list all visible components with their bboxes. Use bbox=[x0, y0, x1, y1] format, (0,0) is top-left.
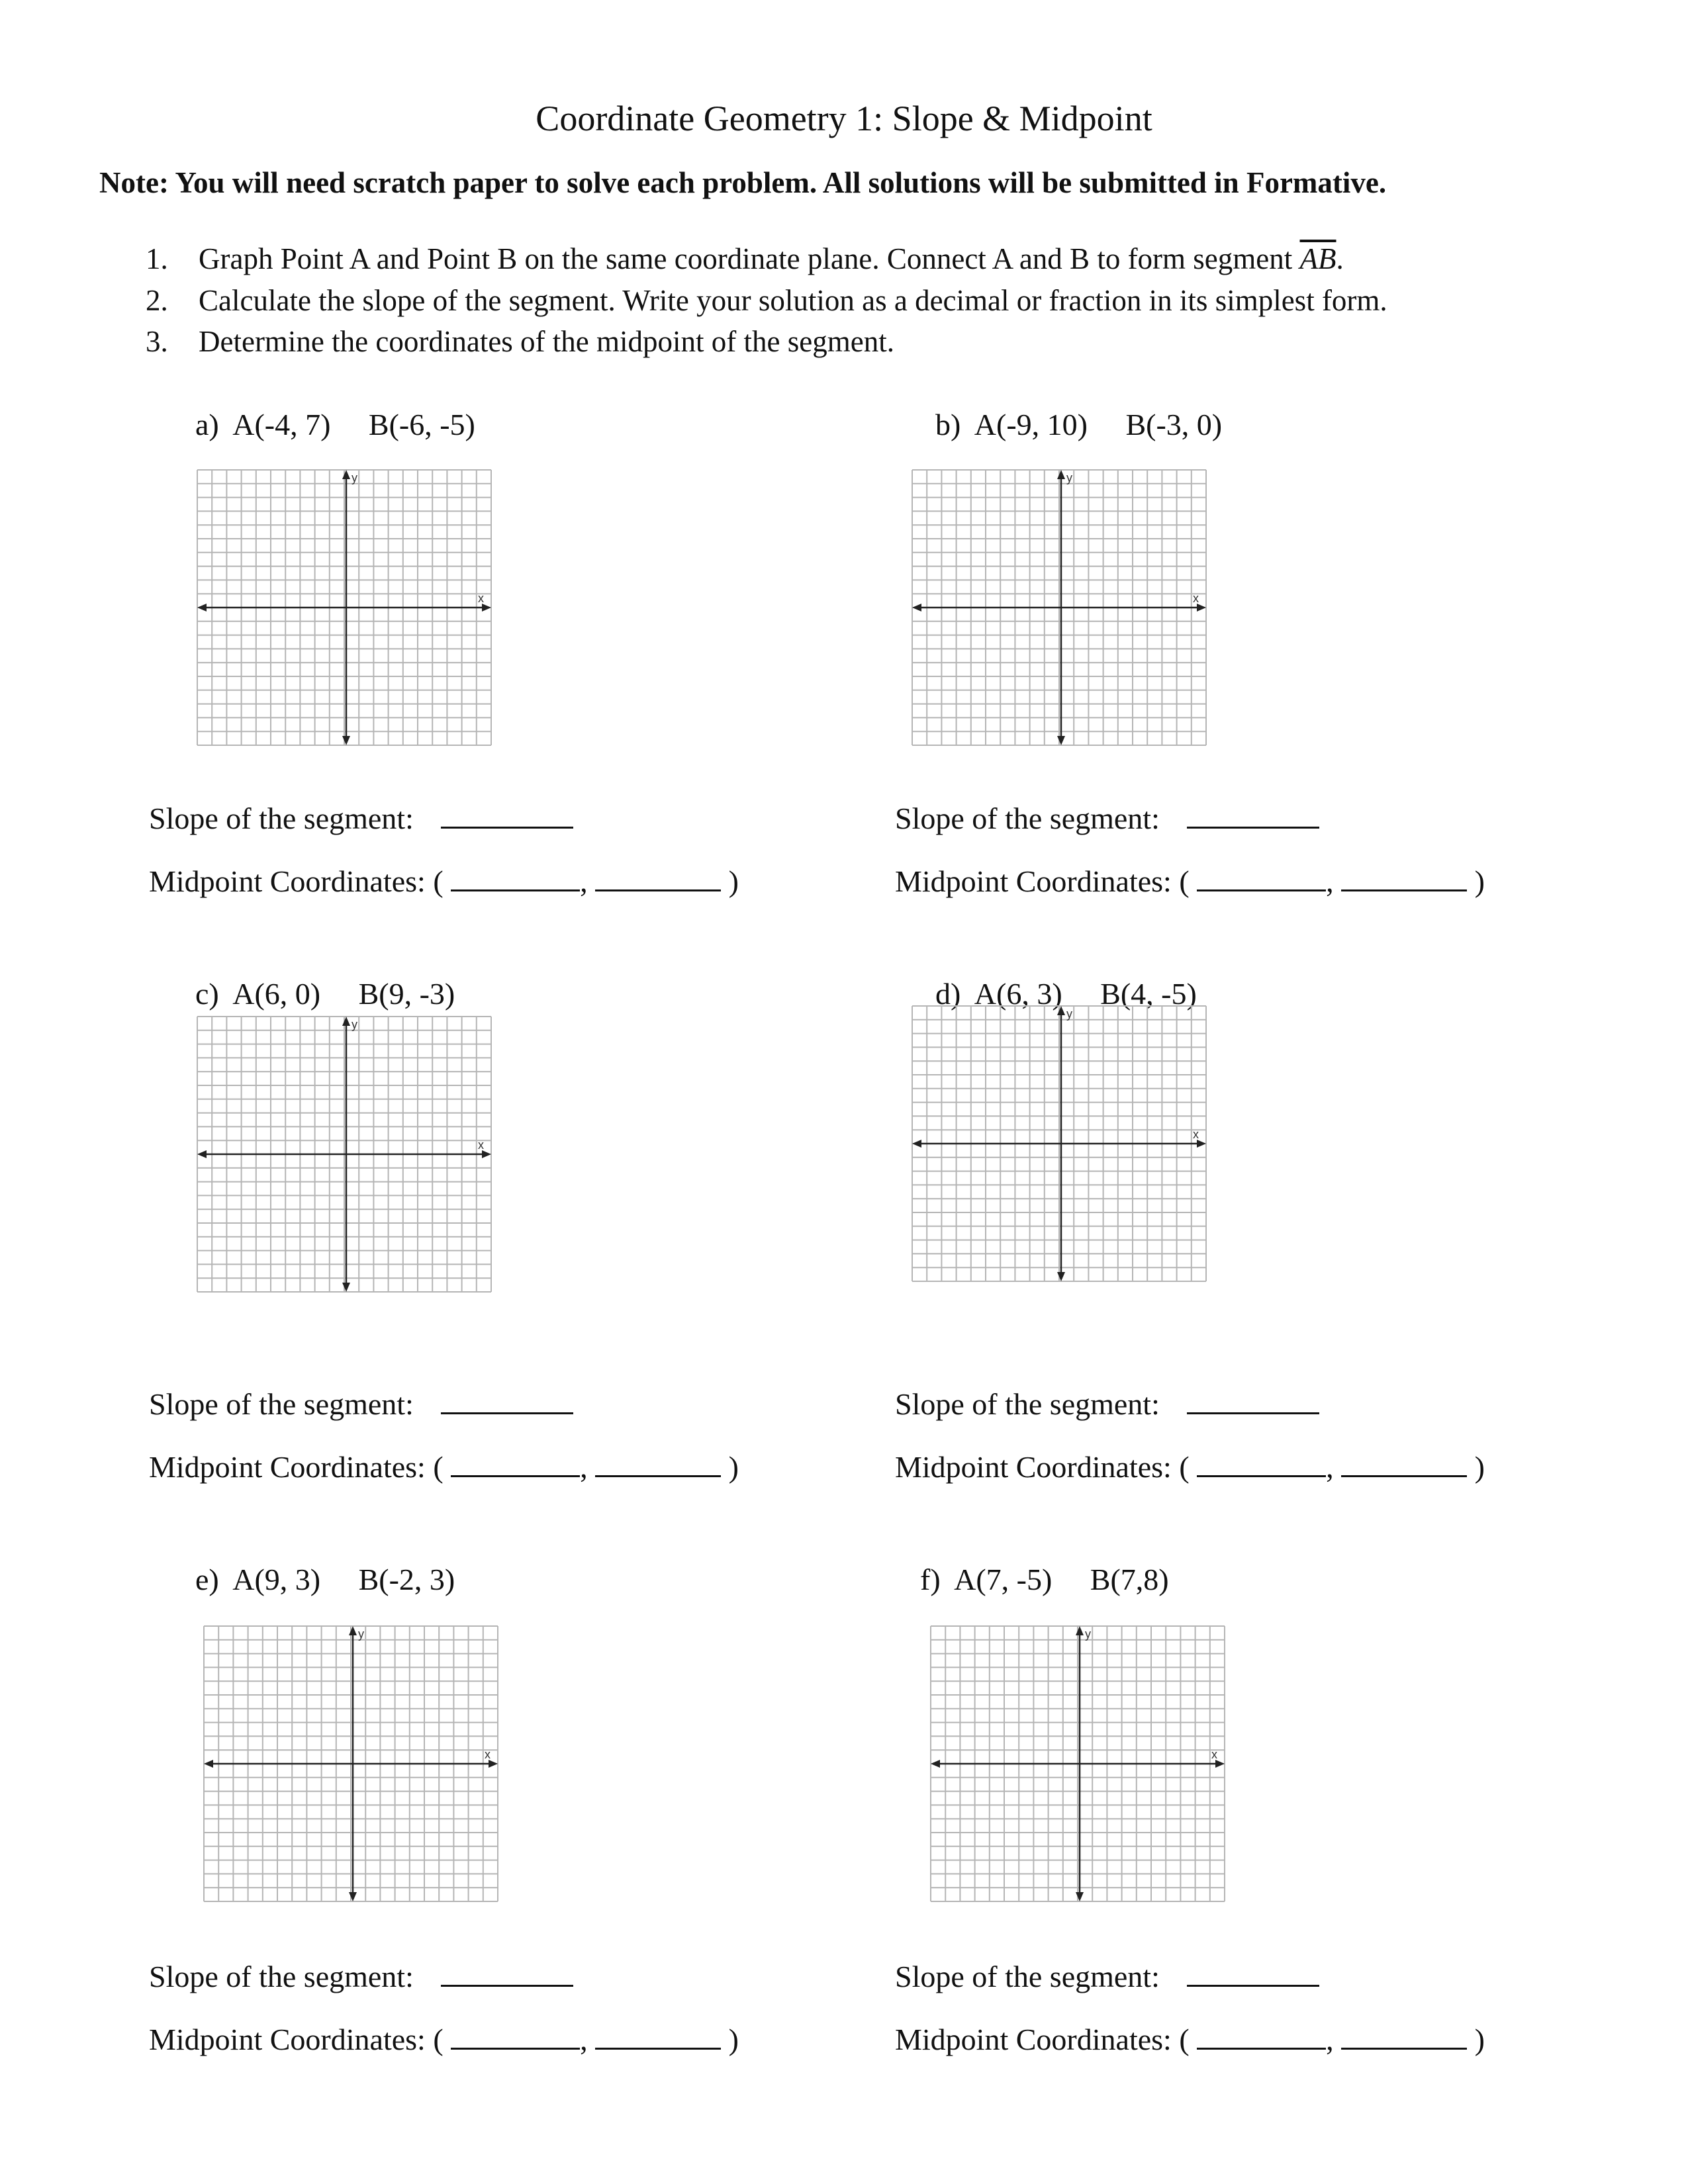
midpoint-x-blank[interactable] bbox=[451, 866, 580, 891]
midpoint-answer-f bbox=[895, 2022, 1485, 2057]
slope-answer-a bbox=[149, 801, 573, 836]
midpoint-answer-d bbox=[895, 1449, 1485, 1484]
slope-label: Slope of the segment: bbox=[149, 801, 414, 835]
problem-letter: d) bbox=[935, 977, 961, 1011]
problem-letter: b) bbox=[935, 408, 961, 441]
midpoint-label: Midpoint Coordinates: ( bbox=[895, 864, 1190, 898]
segment-ab-math: $\overline{AB}$ bbox=[1299, 242, 1336, 275]
point-b: B(9, -3) bbox=[358, 977, 455, 1011]
close-paren: ) bbox=[728, 1450, 739, 1484]
midpoint-answer-a bbox=[149, 864, 739, 899]
svg-text:y: y bbox=[1085, 1627, 1091, 1641]
close-paren: ) bbox=[1474, 1450, 1485, 1484]
problem-b-label bbox=[935, 407, 1222, 442]
slope-label: Slope of the segment: bbox=[895, 1387, 1160, 1421]
problem-letter: a) bbox=[195, 408, 219, 441]
coordinate-grid-b[interactable] bbox=[906, 463, 1213, 752]
svg-text:x: x bbox=[478, 592, 484, 605]
midpoint-answer-e bbox=[149, 2022, 739, 2057]
svg-text:x: x bbox=[478, 1138, 484, 1152]
problem-f-label bbox=[920, 1562, 1169, 1597]
problem-letter: f) bbox=[920, 1563, 941, 1596]
close-paren: ) bbox=[728, 2023, 739, 2056]
svg-text:y: y bbox=[352, 471, 357, 484]
midpoint-y-blank[interactable] bbox=[1341, 1451, 1467, 1477]
point-b: B(-3, 0) bbox=[1125, 408, 1223, 441]
instruction-2 bbox=[146, 283, 1387, 318]
problem-letter: e) bbox=[195, 1563, 219, 1596]
close-paren: ) bbox=[1474, 2023, 1485, 2056]
midpoint-label: Midpoint Coordinates: ( bbox=[895, 2023, 1190, 2056]
coordinate-grid-d[interactable] bbox=[906, 999, 1213, 1288]
svg-text:y: y bbox=[1066, 471, 1072, 484]
comma: , bbox=[580, 1450, 588, 1484]
problem-letter: c) bbox=[195, 977, 219, 1011]
svg-text:x: x bbox=[485, 1748, 491, 1761]
midpoint-y-blank[interactable] bbox=[595, 866, 721, 891]
instruction-number: 2. bbox=[146, 284, 168, 317]
slope-label: Slope of the segment: bbox=[149, 1387, 414, 1421]
slope-answer-c bbox=[149, 1387, 573, 1422]
close-paren: ) bbox=[728, 864, 739, 898]
midpoint-x-blank[interactable] bbox=[451, 1451, 580, 1477]
midpoint-x-blank[interactable] bbox=[451, 2024, 580, 2050]
coordinate-grid-e[interactable] bbox=[197, 1619, 504, 1908]
svg-text:y: y bbox=[352, 1018, 357, 1031]
point-b: B(7,8) bbox=[1090, 1563, 1169, 1596]
comma: , bbox=[580, 864, 588, 898]
slope-answer-f bbox=[895, 1959, 1319, 1994]
comma: , bbox=[580, 2023, 588, 2056]
midpoint-label: Midpoint Coordinates: ( bbox=[895, 1450, 1190, 1484]
point-a: A(7, -5) bbox=[954, 1563, 1053, 1596]
point-b: B(-6, -5) bbox=[368, 408, 475, 441]
page-title: Coordinate Geometry 1: Slope & Midpoint bbox=[536, 99, 1152, 138]
problem-a-label bbox=[195, 407, 475, 442]
svg-text:x: x bbox=[1211, 1748, 1217, 1761]
midpoint-answer-b bbox=[895, 864, 1485, 899]
problem-c-label bbox=[195, 976, 455, 1011]
coordinate-grid-a[interactable] bbox=[191, 463, 498, 752]
slope-blank[interactable] bbox=[441, 803, 573, 829]
slope-label: Slope of the segment: bbox=[149, 1960, 414, 1993]
point-a: A(6, 3) bbox=[974, 977, 1062, 1011]
midpoint-answer-c bbox=[149, 1449, 739, 1484]
point-b: B(4, -5) bbox=[1100, 977, 1197, 1011]
instruction-text: Calculate the slope of the segment. Write your solution as a decimal or fraction in its simplest form. bbox=[199, 284, 1387, 317]
comma: , bbox=[1326, 1450, 1334, 1484]
instruction-1 bbox=[146, 242, 1344, 276]
midpoint-label: Midpoint Coordinates: ( bbox=[149, 864, 444, 898]
midpoint-x-blank[interactable] bbox=[1197, 866, 1326, 891]
instruction-number: 3. bbox=[146, 325, 168, 358]
midpoint-y-blank[interactable] bbox=[1341, 866, 1467, 891]
midpoint-label: Midpoint Coordinates: ( bbox=[149, 1450, 444, 1484]
point-a: A(6, 0) bbox=[232, 977, 321, 1011]
instruction-text: Graph Point A and Point B on the same coordinate plane. Connect A and B to form segment bbox=[199, 242, 1300, 275]
instruction-number: 1. bbox=[146, 242, 168, 275]
comma: , bbox=[1326, 2023, 1334, 2056]
slope-blank[interactable] bbox=[1187, 1388, 1319, 1414]
problem-e-label bbox=[195, 1562, 455, 1597]
point-a: A(-4, 7) bbox=[232, 408, 331, 441]
point-a: A(9, 3) bbox=[232, 1563, 321, 1596]
slope-answer-e bbox=[149, 1959, 573, 1994]
note-text: Note: You will need scratch paper to solve each problem. All solutions will be submitted in Formative. bbox=[99, 166, 1387, 199]
close-paren: ) bbox=[1474, 864, 1485, 898]
coordinate-grid-c[interactable] bbox=[191, 1010, 498, 1298]
svg-text:y: y bbox=[1066, 1007, 1072, 1021]
midpoint-y-blank[interactable] bbox=[595, 2024, 721, 2050]
midpoint-x-blank[interactable] bbox=[1197, 1451, 1326, 1477]
coordinate-grid-f[interactable] bbox=[924, 1619, 1231, 1908]
instruction-text: Determine the coordinates of the midpoint of the segment. bbox=[199, 325, 894, 358]
instruction-3 bbox=[146, 324, 894, 359]
slope-blank[interactable] bbox=[441, 1388, 573, 1414]
slope-label: Slope of the segment: bbox=[895, 1960, 1160, 1993]
slope-label: Slope of the segment: bbox=[895, 801, 1160, 835]
slope-blank[interactable] bbox=[1187, 1961, 1319, 1987]
svg-text:y: y bbox=[358, 1627, 364, 1641]
instruction-suffix: . bbox=[1336, 242, 1344, 275]
midpoint-y-blank[interactable] bbox=[595, 1451, 721, 1477]
point-b: B(-2, 3) bbox=[358, 1563, 455, 1596]
comma: , bbox=[1326, 864, 1334, 898]
midpoint-label: Midpoint Coordinates: ( bbox=[149, 2023, 444, 2056]
point-a: A(-9, 10) bbox=[974, 408, 1088, 441]
slope-blank[interactable] bbox=[1187, 803, 1319, 829]
midpoint-y-blank[interactable] bbox=[1341, 2024, 1467, 2050]
slope-answer-b bbox=[895, 801, 1319, 836]
slope-blank[interactable] bbox=[441, 1961, 573, 1987]
svg-text:x: x bbox=[1193, 1128, 1199, 1141]
midpoint-x-blank[interactable] bbox=[1197, 2024, 1326, 2050]
svg-text:x: x bbox=[1193, 592, 1199, 605]
slope-answer-d bbox=[895, 1387, 1319, 1422]
